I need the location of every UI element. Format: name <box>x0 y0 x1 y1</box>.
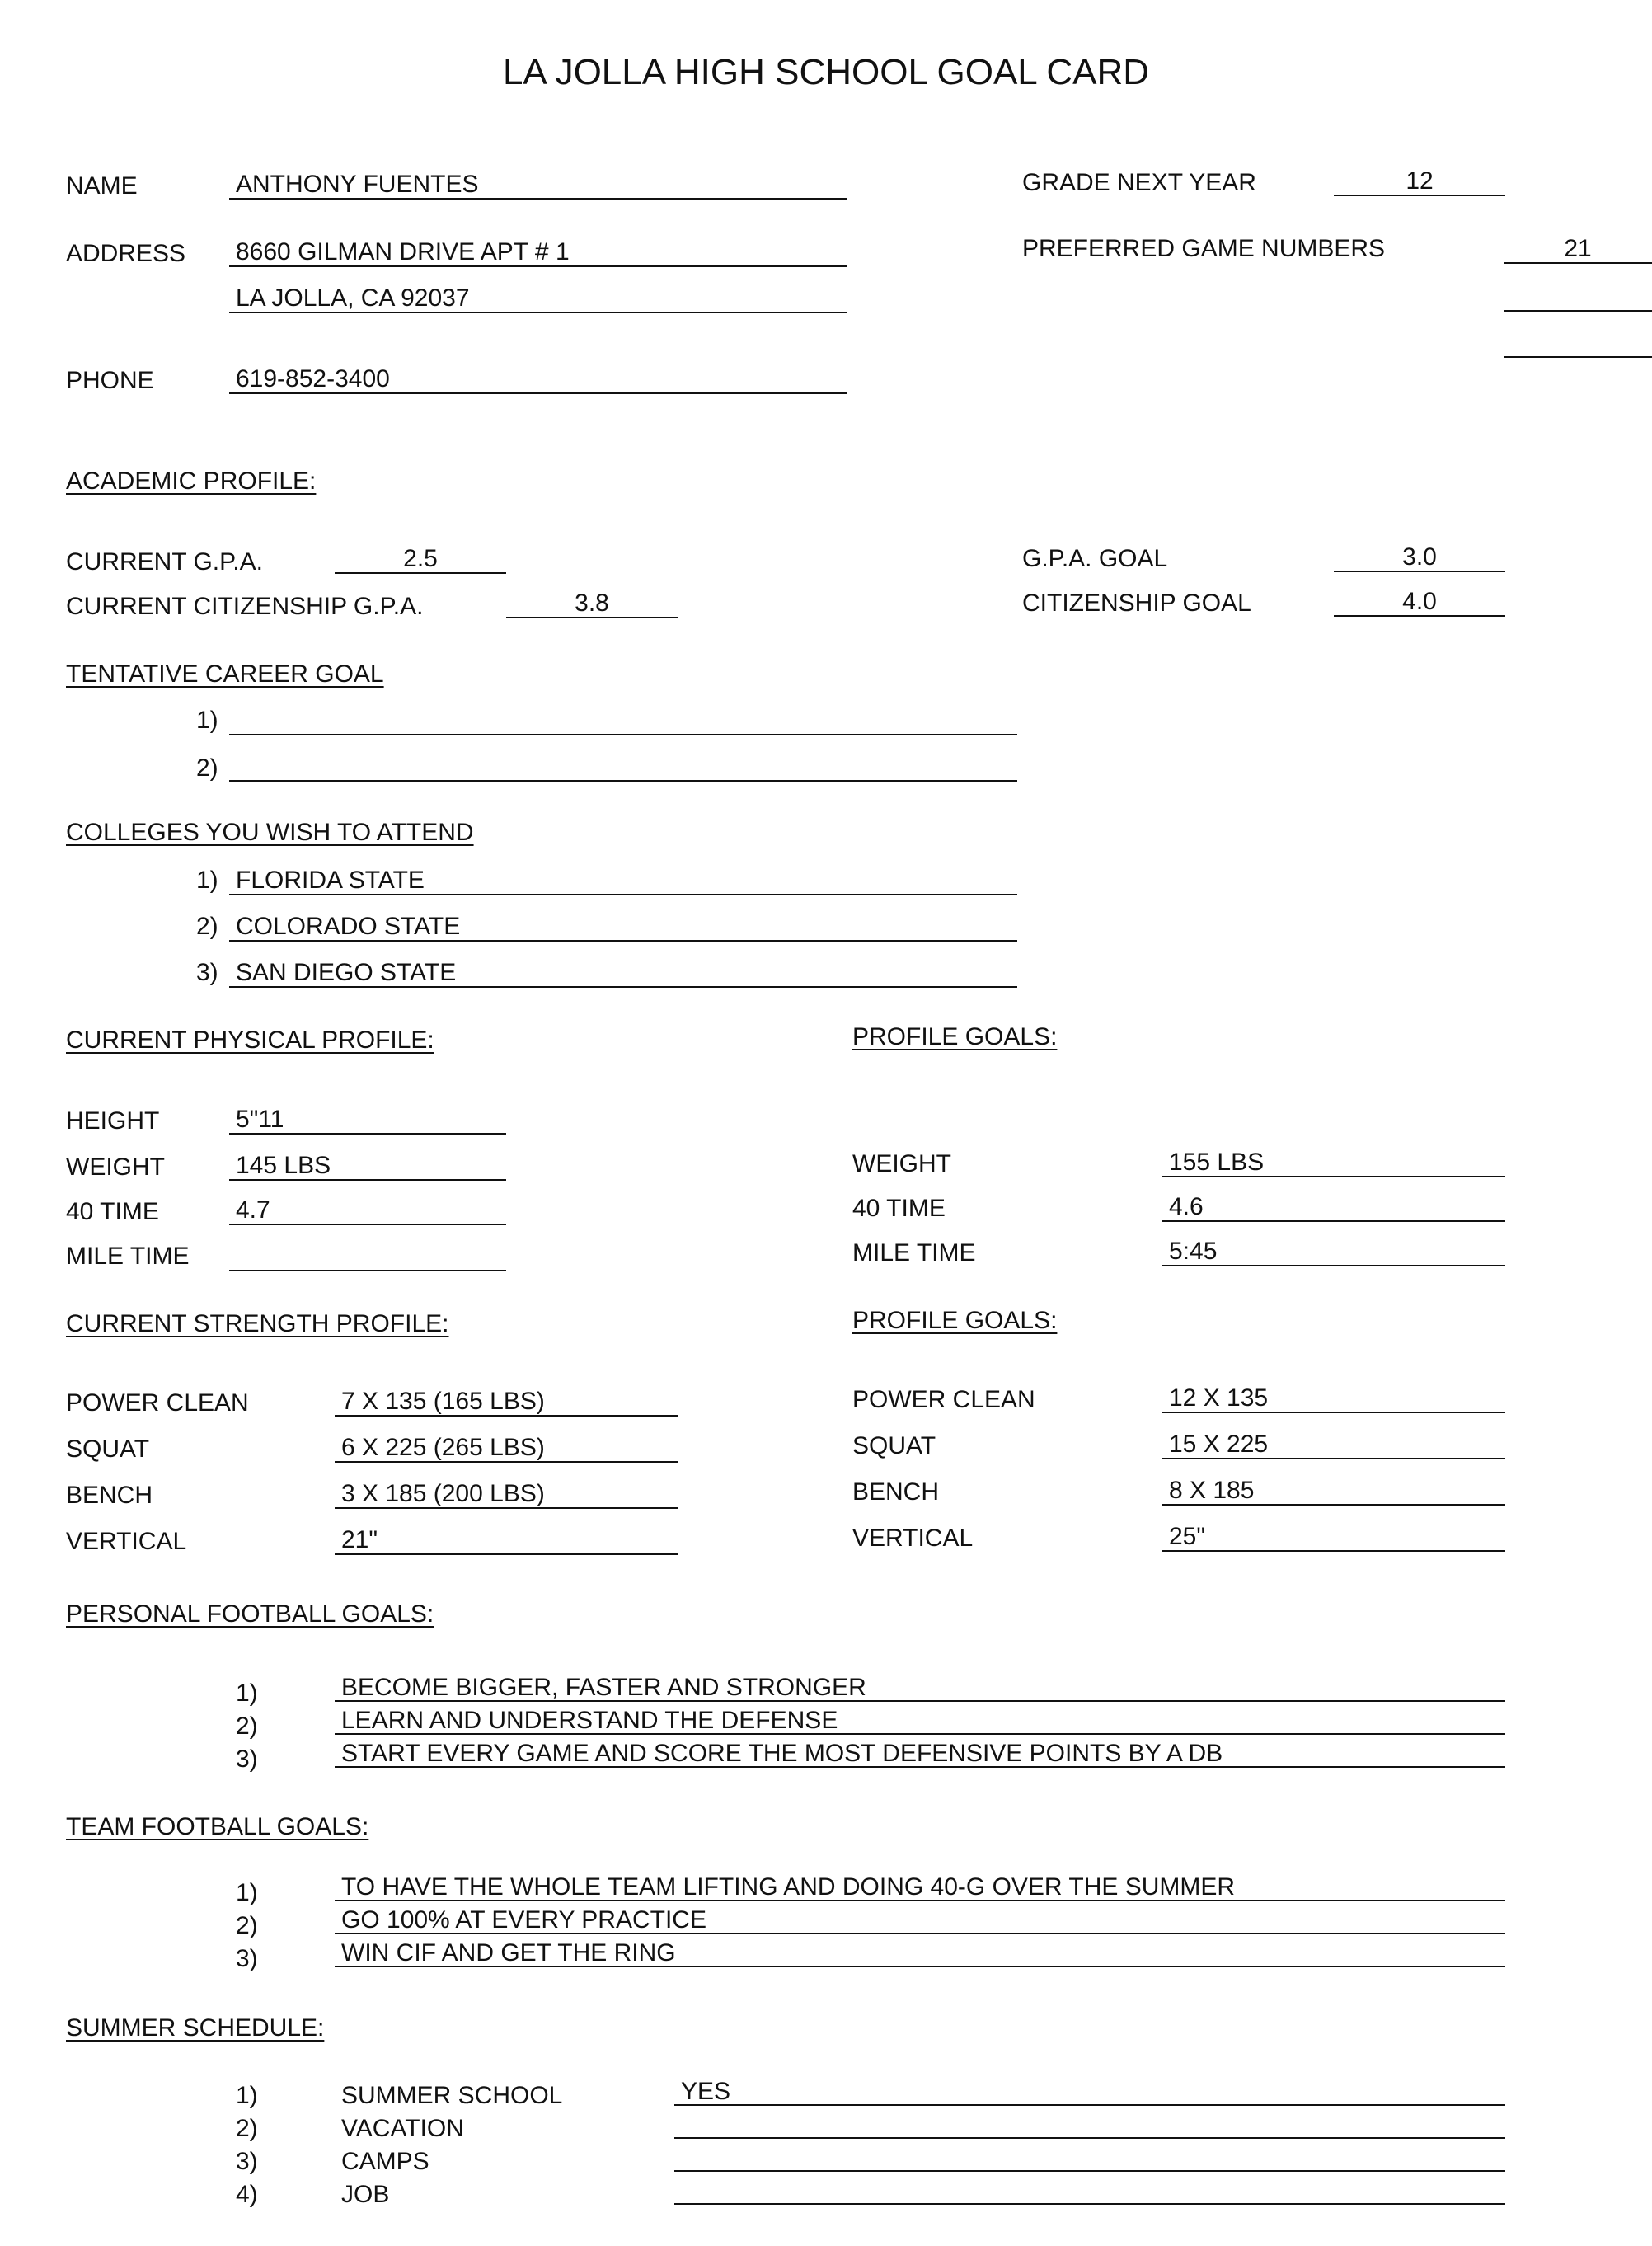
height-field[interactable]: 5"11 <box>229 1105 506 1135</box>
game-number-2-line[interactable] <box>1504 310 1652 312</box>
game-number-1-field[interactable]: 21 <box>1504 234 1652 264</box>
summer-num-2: 2) <box>236 2115 258 2142</box>
weight-label: WEIGHT <box>66 1154 165 1181</box>
summer-school-label: SUMMER SCHOOL <box>341 2082 563 2109</box>
gpa-label: CURRENT G.P.A. <box>66 548 263 576</box>
strength-goals-heading: PROFILE GOALS: <box>852 1307 1058 1334</box>
personal-goals-heading: PERSONAL FOOTBALL GOALS: <box>66 1600 434 1628</box>
address-line1-field[interactable]: 8660 GILMAN DRIVE APT # 1 <box>229 237 847 267</box>
goal-mile-field[interactable]: 5:45 <box>1162 1237 1505 1266</box>
citizenship-label: CURRENT CITIZENSHIP G.P.A. <box>66 593 424 620</box>
college-2-field[interactable]: COLORADO STATE <box>229 912 1017 942</box>
goal-squat-label: SQUAT <box>852 1432 936 1459</box>
form-title: LA JOLLA HIGH SCHOOL GOAL CARD <box>502 52 1150 92</box>
goal-weight-field[interactable]: 155 LBS <box>1162 1148 1505 1177</box>
height-label: HEIGHT <box>66 1107 160 1135</box>
summer-num-4: 4) <box>236 2181 258 2208</box>
game-numbers-label: PREFERRED GAME NUMBERS <box>1022 235 1386 262</box>
summer-school-field[interactable]: YES <box>674 2078 1505 2106</box>
team-goal-num-1: 1) <box>236 1879 258 1906</box>
college-num-2: 2) <box>196 913 218 940</box>
address-line2-field[interactable]: LA JOLLA, CA 92037 <box>229 284 847 313</box>
squat-label: SQUAT <box>66 1435 150 1463</box>
forty-label: 40 TIME <box>66 1198 159 1225</box>
goal-power-clean-field[interactable]: 12 X 135 <box>1162 1384 1505 1413</box>
job-field[interactable] <box>674 2177 1505 2205</box>
bench-field[interactable]: 3 X 185 (200 LBS) <box>335 1479 678 1509</box>
team-goals-heading: TEAM FOOTBALL GOALS: <box>66 1813 369 1840</box>
name-field[interactable]: ANTHONY FUENTES <box>229 170 847 200</box>
phone-field[interactable]: 619-852-3400 <box>229 364 847 394</box>
college-1-field[interactable]: FLORIDA STATE <box>229 866 1017 895</box>
team-goal-1-field[interactable]: TO HAVE THE WHOLE TEAM LIFTING AND DOING 40-G OVER THE SUMMER <box>335 1873 1505 1901</box>
goal-bench-label: BENCH <box>852 1478 940 1506</box>
goal-weight-label: WEIGHT <box>852 1150 951 1177</box>
gpa-goal-field[interactable]: 3.0 <box>1334 543 1505 572</box>
weight-field[interactable]: 145 LBS <box>229 1151 506 1181</box>
career-goal-1-line[interactable] <box>229 734 1017 735</box>
colleges-heading: COLLEGES YOU WISH TO ATTEND <box>66 819 474 846</box>
goal-forty-field[interactable]: 4.6 <box>1162 1192 1505 1222</box>
team-goal-num-2: 2) <box>236 1912 258 1939</box>
phone-label: PHONE <box>66 367 154 394</box>
goal-squat-field[interactable]: 15 X 225 <box>1162 1430 1505 1459</box>
summer-num-3: 3) <box>236 2148 258 2175</box>
college-3-field[interactable]: SAN DIEGO STATE <box>229 958 1017 988</box>
summer-num-1: 1) <box>236 2082 258 2109</box>
address-label: ADDRESS <box>66 240 186 267</box>
mile-label: MILE TIME <box>66 1243 190 1270</box>
bench-label: BENCH <box>66 1482 153 1509</box>
name-label: NAME <box>66 172 138 200</box>
academic-heading: ACADEMIC PROFILE: <box>66 468 317 495</box>
vertical-field[interactable]: 21" <box>335 1525 678 1555</box>
power-clean-field[interactable]: 7 X 135 (165 LBS) <box>335 1387 678 1417</box>
camps-label: CAMPS <box>341 2148 429 2175</box>
physical-heading: CURRENT PHYSICAL PROFILE: <box>66 1027 434 1054</box>
citizenship-goal-label: CITIZENSHIP GOAL <box>1022 590 1251 617</box>
power-clean-label: POWER CLEAN <box>66 1389 249 1417</box>
job-label: JOB <box>341 2181 390 2208</box>
personal-goal-1-field[interactable]: BECOME BIGGER, FASTER AND STRONGER <box>335 1674 1505 1702</box>
squat-field[interactable]: 6 X 225 (265 LBS) <box>335 1433 678 1463</box>
grade-field[interactable]: 12 <box>1334 167 1505 196</box>
goal-vertical-field[interactable]: 25" <box>1162 1522 1505 1552</box>
team-goal-2-field[interactable]: GO 100% AT EVERY PRACTICE <box>335 1906 1505 1934</box>
personal-goal-2-field[interactable]: LEARN AND UNDERSTAND THE DEFENSE <box>335 1707 1505 1735</box>
mile-time-line[interactable] <box>229 1270 506 1271</box>
career-num-1: 1) <box>196 707 218 734</box>
vertical-label: VERTICAL <box>66 1528 187 1555</box>
goal-forty-label: 40 TIME <box>852 1195 946 1222</box>
team-goal-num-3: 3) <box>236 1945 258 1972</box>
summer-heading: SUMMER SCHEDULE: <box>66 2014 325 2042</box>
camps-field[interactable] <box>674 2144 1505 2172</box>
game-number-3-line[interactable] <box>1504 356 1652 358</box>
physical-goals-heading: PROFILE GOALS: <box>852 1023 1058 1050</box>
personal-goal-3-field[interactable]: START EVERY GAME AND SCORE THE MOST DEFENSIVE POINTS BY A DB <box>335 1740 1505 1768</box>
gpa-goal-label: G.P.A. GOAL <box>1022 545 1168 572</box>
goal-vertical-label: VERTICAL <box>852 1525 974 1552</box>
grade-label: GRADE NEXT YEAR <box>1022 169 1256 196</box>
strength-heading: CURRENT STRENGTH PROFILE: <box>66 1310 449 1337</box>
vacation-label: VACATION <box>341 2115 464 2142</box>
goal-bench-field[interactable]: 8 X 185 <box>1162 1476 1505 1506</box>
career-goal-2-line[interactable] <box>229 780 1017 782</box>
goal-power-clean-label: POWER CLEAN <box>852 1386 1035 1413</box>
forty-field[interactable]: 4.7 <box>229 1196 506 1225</box>
goal-mile-label: MILE TIME <box>852 1239 976 1266</box>
college-num-1: 1) <box>196 867 218 894</box>
citizenship-field[interactable]: 3.8 <box>506 589 678 618</box>
citizenship-goal-field[interactable]: 4.0 <box>1334 587 1505 617</box>
gpa-field[interactable]: 2.5 <box>335 544 506 574</box>
personal-goal-num-3: 3) <box>236 1746 258 1773</box>
personal-goal-num-1: 1) <box>236 1680 258 1707</box>
career-num-2: 2) <box>196 754 218 782</box>
career-heading: TENTATIVE CAREER GOAL <box>66 660 384 688</box>
college-num-3: 3) <box>196 959 218 986</box>
team-goal-3-field[interactable]: WIN CIF AND GET THE RING <box>335 1939 1505 1967</box>
personal-goal-num-2: 2) <box>236 1713 258 1740</box>
vacation-field[interactable] <box>674 2111 1505 2139</box>
